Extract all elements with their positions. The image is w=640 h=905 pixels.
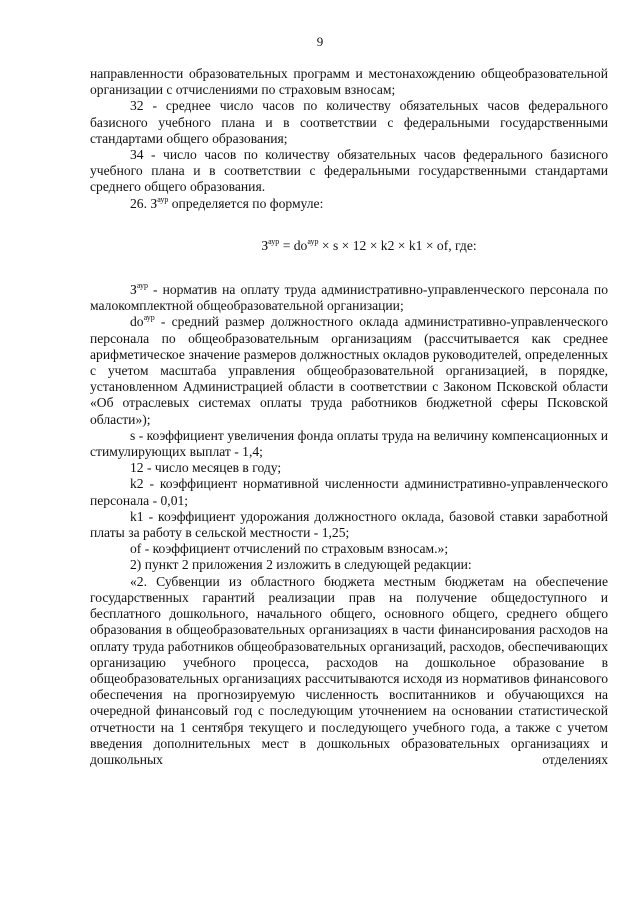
- paragraph-34: 34 - число часов по количеству обязательных часов федерального базисного учебного плана и в соответствии с федеральными государственными стандартами среднего общего образования.: [90, 147, 608, 195]
- definition-of: of - коэффициент отчислений по страховым взносам.»;: [130, 541, 449, 557]
- def-do-pre: do: [130, 314, 144, 330]
- p26-sup: аур: [157, 194, 169, 204]
- definition-12: 12 - число месяцев в году;: [130, 460, 282, 476]
- definition-k2: k2 - коэффициент нормативной численности административно-управленческого персонала - 0,01;: [90, 476, 608, 508]
- p26-pre: 26. З: [130, 195, 158, 211]
- formula: [90, 238, 608, 254]
- definition-z: [90, 282, 608, 314]
- paragraph-26: [90, 196, 608, 212]
- paragraph-subventions: «2. Субвенции из областного бюджета местным бюджетам на обеспечение государственных гарантий реализации прав на получение общедоступного и бесплатного дошкольного, начального общего, основного общего, среднего общего образования в общеобразовательных организациях в части финансирования расходов на оплату труда работников общеобразовательных организаций, расходов, обеспечивающих организацию учебного процесса, расходов на дошкольное образование в общеобразовательных организациях рассчитываются исходя из нормативов финансового обеспечения на прогнозируемую численность воспитанников и обучающихся на очередной финансовый год с последующим уточнением на основании статистической отчетности на 1 сентября текущего и последующего учебного года, а также с учетом введения дополнительных мест в дошкольных образовательных организациях и дошкольных отделениях: [90, 573, 608, 767]
- definition-k1: k1 - коэффициент удорожания должностного оклада, базовой ставки заработной платы за работу в сельской местности - 1,25;: [90, 508, 608, 541]
- definition-s: s - коэффициент увеличения фонда оплаты труда на величину компенсационных и стимулирующих выплат - 1,4;: [90, 427, 608, 460]
- formula-rest: × s × 12 × k2 × k1 × of, где:: [318, 237, 477, 253]
- formula-lhs-sup: аур: [268, 236, 280, 246]
- formula-do-sup: аур: [307, 236, 319, 246]
- def-do-sup: аур: [143, 313, 155, 323]
- paragraph-continuation: направленности образовательных программ и местонахождению общеобразовательной организации с отчислениями по страховым взносам;: [90, 66, 608, 98]
- formula-do: = do: [279, 237, 308, 253]
- paragraph-item-2: 2) пункт 2 приложения 2 изложить в следующей редакции:: [130, 557, 472, 573]
- document-body: [90, 66, 608, 768]
- page-number: 9: [316, 34, 324, 49]
- def-z-sup: аур: [136, 281, 148, 291]
- def-z-pre: З: [130, 282, 137, 298]
- def-do-post: - средний размер должностного оклада административно-управленческого персонала по общеобразовательным организациям (рассчитывается как среднее арифметическое значение размеров должностных окладов руководителей, определенных с учетом масштаба управления общеобразовательной организацией, в порядке, установленном Администрацией области в соответствии с Законом Псковской области «Об отраслевых системах оплаты труда работников бюджетной сферы Псковской области»);: [90, 314, 608, 427]
- p26-post: определяется по формуле:: [168, 195, 324, 211]
- def-z-post: - норматив на оплату труда административно-управленческого персонала по малокомплектной общеобразовательной организации;: [90, 282, 608, 314]
- formula-lhs: З: [261, 237, 269, 253]
- paragraph-32: 32 - среднее число часов по количеству обязательных часов федерального базисного учебного плана и в соответствии с федеральными государственными стандартами общего образования;: [90, 98, 608, 146]
- definition-do: [90, 314, 608, 427]
